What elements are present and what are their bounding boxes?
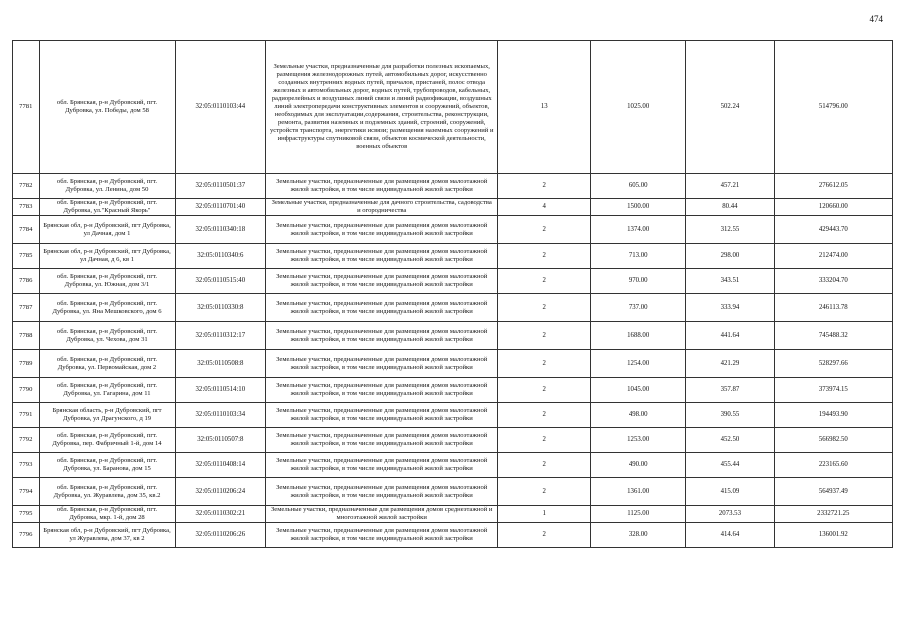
area-cell: 1125.00 — [591, 506, 686, 523]
cadastral-number-cell: 32:05:0110701:40 — [175, 199, 266, 216]
row-id-cell: 7782 — [13, 174, 40, 199]
group-cell: 2 — [498, 478, 591, 506]
rate-cell: 502.24 — [686, 41, 774, 174]
address-cell: обл. Брянская, р-н Дубровский, пгт. Дубровка, пер. Фабричный 1-й, дом 14 — [39, 428, 175, 453]
row-id-cell: 7795 — [13, 506, 40, 523]
table-row — [13, 322, 893, 350]
address-cell: обл. Брянская, р-н Дубровский, пгт. Дубровка, ул. Чехова, дом 31 — [39, 322, 175, 350]
group-cell: 2 — [498, 523, 591, 548]
cadastral-number-cell: 32:05:0110330:8 — [175, 294, 266, 322]
row-id-cell: 7789 — [13, 350, 40, 378]
table-row — [13, 269, 893, 294]
group-cell: 2 — [498, 322, 591, 350]
cadastral-number-cell: 32:05:0110514:10 — [175, 378, 266, 403]
cadastral-value-cell: 2332721.25 — [774, 506, 892, 523]
cadastral-number-cell: 32:05:0110206:24 — [175, 478, 266, 506]
group-cell: 4 — [498, 199, 591, 216]
table-row — [13, 523, 893, 548]
land-purpose-cell: Земельные участки, предназначенные для размещения домов малоэтажной жилой застройки, в том числе индивидуальной жилой застройки — [266, 269, 498, 294]
address-cell: обл. Брянская, р-н Дубровский, пгт. Дубровка, ул. Победы, дом 58 — [39, 41, 175, 174]
area-cell: 970.00 — [591, 269, 686, 294]
cadastral-value-cell: 429443.70 — [774, 216, 892, 244]
row-id-cell: 7792 — [13, 428, 40, 453]
row-id-cell: 7787 — [13, 294, 40, 322]
group-cell: 2 — [498, 350, 591, 378]
area-cell: 328.00 — [591, 523, 686, 548]
row-id-cell: 7791 — [13, 403, 40, 428]
cadastral-number-cell: 32:05:0110515:40 — [175, 269, 266, 294]
group-cell: 2 — [498, 269, 591, 294]
table-row — [13, 506, 893, 523]
land-purpose-cell: Земельные участки, предназначенные для размещения домов малоэтажной жилой застройки, в том числе индивидуальной жилой застройки — [266, 523, 498, 548]
rate-cell: 357.87 — [686, 378, 774, 403]
rate-cell: 390.55 — [686, 403, 774, 428]
cadastral-value-cell: 223165.60 — [774, 453, 892, 478]
cadastral-value-cell: 528297.66 — [774, 350, 892, 378]
address-cell: Брянская обл, р-н Дубровский, пгт Дубровка, ул Дачная, д 6, кв 1 — [39, 244, 175, 269]
address-cell: обл. Брянская, р-н Дубровский, пгт. Дубровка, ул. Первомайская, дом 2 — [39, 350, 175, 378]
cadastral-number-cell: 32:05:0110312:17 — [175, 322, 266, 350]
group-cell: 2 — [498, 216, 591, 244]
group-cell: 1 — [498, 506, 591, 523]
rate-cell: 414.64 — [686, 523, 774, 548]
group-cell: 2 — [498, 453, 591, 478]
land-purpose-cell: Земельные участки, предназначенные для дачного строительства, садоводства и огородничества — [266, 199, 498, 216]
table-row — [13, 453, 893, 478]
cadastral-number-cell: 32:05:0110302:21 — [175, 506, 266, 523]
row-id-cell: 7786 — [13, 269, 40, 294]
land-purpose-cell: Земельные участки, предназначенные для размещения домов малоэтажной жилой застройки, в том числе индивидуальной жилой застройки — [266, 428, 498, 453]
table-row — [13, 244, 893, 269]
cadastral-value-cell: 333204.70 — [774, 269, 892, 294]
row-id-cell: 7796 — [13, 523, 40, 548]
row-id-cell: 7788 — [13, 322, 40, 350]
cadastral-value-cell: 564937.49 — [774, 478, 892, 506]
group-cell: 2 — [498, 174, 591, 199]
cadastral-number-cell: 32:05:0110408:14 — [175, 453, 266, 478]
area-cell: 1361.00 — [591, 478, 686, 506]
land-purpose-cell: Земельные участки, предназначенные для размещения домов малоэтажной жилой застройки, в том числе индивидуальной жилой застройки — [266, 244, 498, 269]
address-cell: обл. Брянская, р-н Дубровский, пгт. Дубровка, ул. Яна Мешковского, дом 6 — [39, 294, 175, 322]
rate-cell: 298.00 — [686, 244, 774, 269]
land-purpose-cell: Земельные участки, предназначенные для размещения домов малоэтажной жилой застройки, в том числе индивидуальной жилой застройки — [266, 322, 498, 350]
cadastral-value-cell: 120660.00 — [774, 199, 892, 216]
land-purpose-cell: Земельные участки, предназначенные для разработки полезных ископаемых, размещения железнодорожных путей, автомобильных дорог, искусственно созданных внутренних водных путей, причалов, пристаней, полос отвода железных и автомобильных дорог, водных путей, трубопроводов, кабельных, радиорелейных и воздушных линий связи и линий радиофикации, воздушных линий электропередачи конструктивных элементов и сооружений, объектов, необходимых для эксплуатации,содержания, строительства, реконструкции, ремонта, развития наземных и подземных зданий, строений, сооружений, устройств транспорта, энергетики исвязи; размещения наземных сооружений и инфраструктуры спутниковой связи, объектов космической деятельности, военных объектов — [266, 41, 498, 174]
cadastral-number-cell: 32:05:0110501:37 — [175, 174, 266, 199]
area-cell: 737.00 — [591, 294, 686, 322]
cadastral-number-cell: 32:05:0110340:18 — [175, 216, 266, 244]
address-cell: Брянская обл, р-н Дубровский, пгт Дубровка, ул Дачная, дом 1 — [39, 216, 175, 244]
table-row — [13, 350, 893, 378]
cadastral-number-cell: 32:05:0110103:34 — [175, 403, 266, 428]
rate-cell: 421.29 — [686, 350, 774, 378]
table-row — [13, 199, 893, 216]
group-cell: 2 — [498, 294, 591, 322]
rate-cell: 455.44 — [686, 453, 774, 478]
area-cell: 713.00 — [591, 244, 686, 269]
rate-cell: 441.64 — [686, 322, 774, 350]
land-purpose-cell: Земельные участки, предназначенные для размещения домов малоэтажной жилой застройки, в том числе индивидуальной жилой застройки — [266, 294, 498, 322]
row-id-cell: 7790 — [13, 378, 40, 403]
cadastral-value-cell: 212474.00 — [774, 244, 892, 269]
address-cell: обл. Брянская, р-н Дубровский, пгт. Дубровка, ул. Журавлева, дом 35, кв.2 — [39, 478, 175, 506]
land-purpose-cell: Земельные участки, предназначенные для размещения домов малоэтажной жилой застройки, в том числе индивидуальной жилой застройки — [266, 378, 498, 403]
area-cell: 1253.00 — [591, 428, 686, 453]
cadastral-value-cell: 276612.05 — [774, 174, 892, 199]
area-cell: 1045.00 — [591, 378, 686, 403]
cadastral-value-cell: 514796.00 — [774, 41, 892, 174]
address-cell: Брянская область, р-н Дубровский, пгт Дубровка, ул Драгунского, д 19 — [39, 403, 175, 428]
area-cell: 1500.00 — [591, 199, 686, 216]
rate-cell: 457.21 — [686, 174, 774, 199]
address-cell: обл. Брянская, р-н Дубровский, пгт. Дубровка, ул. Южная, дом 3/1 — [39, 269, 175, 294]
cadastral-number-cell: 32:05:0110340:6 — [175, 244, 266, 269]
cadastral-number-cell: 32:05:0110103:44 — [175, 41, 266, 174]
table-row — [13, 174, 893, 199]
rate-cell: 312.55 — [686, 216, 774, 244]
rate-cell: 333.94 — [686, 294, 774, 322]
group-cell: 2 — [498, 403, 591, 428]
area-cell: 1254.00 — [591, 350, 686, 378]
row-id-cell: 7784 — [13, 216, 40, 244]
group-cell: 2 — [498, 428, 591, 453]
table-row — [13, 403, 893, 428]
area-cell: 490.00 — [591, 453, 686, 478]
table-body — [13, 41, 893, 548]
area-cell: 498.00 — [591, 403, 686, 428]
group-cell: 13 — [498, 41, 591, 174]
address-cell: Брянская обл, р-н Дубровский, пгт Дубровка, ул Журавлева, дом 37, кв 2 — [39, 523, 175, 548]
row-id-cell: 7785 — [13, 244, 40, 269]
area-cell: 1374.00 — [591, 216, 686, 244]
row-id-cell: 7783 — [13, 199, 40, 216]
land-purpose-cell: Земельные участки, предназначенные для размещения домов малоэтажной жилой застройки, в том числе индивидуальной жилой застройки — [266, 174, 498, 199]
land-purpose-cell: Земельные участки, предназначенные для размещения домов малоэтажной жилой застройки, в том числе индивидуальной жилой застройки — [266, 453, 498, 478]
cadastral-value-cell: 566982.50 — [774, 428, 892, 453]
rate-cell: 2073.53 — [686, 506, 774, 523]
cadastral-value-cell: 194493.90 — [774, 403, 892, 428]
rate-cell: 415.09 — [686, 478, 774, 506]
land-purpose-cell: Земельные участки, предназначенные для размещения домов малоэтажной жилой застройки, в том числе индивидуальной жилой застройки — [266, 350, 498, 378]
land-purpose-cell: Земельные участки, предназначенные для размещения домов среднеэтажной и многоэтажной жилой застройки — [266, 506, 498, 523]
area-cell: 1688.00 — [591, 322, 686, 350]
cadastral-value-cell: 373974.15 — [774, 378, 892, 403]
address-cell: обл. Брянская, р-н Дубровский, пгт. Дубровка, ул. Баранова, дом 15 — [39, 453, 175, 478]
cadastral-value-cell: 136001.92 — [774, 523, 892, 548]
table-row — [13, 428, 893, 453]
cadastral-number-cell: 32:05:0110507:8 — [175, 428, 266, 453]
land-purpose-cell: Земельные участки, предназначенные для размещения домов малоэтажной жилой застройки, в том числе индивидуальной жилой застройки — [266, 478, 498, 506]
table-row — [13, 294, 893, 322]
cadastral-number-cell: 32:05:0110508:8 — [175, 350, 266, 378]
row-id-cell: 7793 — [13, 453, 40, 478]
area-cell: 605.00 — [591, 174, 686, 199]
cadastral-number-cell: 32:05:0110206:26 — [175, 523, 266, 548]
address-cell: обл. Брянская, р-н Дубровский, пгт. Дубровка, мкр. 1-й, дом 28 — [39, 506, 175, 523]
cadastral-value-cell: 745488.32 — [774, 322, 892, 350]
table-row — [13, 41, 893, 174]
table-row — [13, 378, 893, 403]
row-id-cell: 7794 — [13, 478, 40, 506]
rate-cell: 343.51 — [686, 269, 774, 294]
cadastral-table — [12, 40, 893, 548]
rate-cell: 80.44 — [686, 199, 774, 216]
group-cell: 2 — [498, 378, 591, 403]
row-id-cell: 7781 — [13, 41, 40, 174]
group-cell: 2 — [498, 244, 591, 269]
address-cell: обл. Брянская, р-н Дубровский, пгт. Дубровка, ул. Гагарина, дом 11 — [39, 378, 175, 403]
rate-cell: 452.50 — [686, 428, 774, 453]
land-purpose-cell: Земельные участки, предназначенные для размещения домов малоэтажной жилой застройки, в том числе индивидуальной жилой застройки — [266, 216, 498, 244]
table-row — [13, 478, 893, 506]
area-cell: 1025.00 — [591, 41, 686, 174]
cadastral-value-cell: 246113.78 — [774, 294, 892, 322]
address-cell: обл. Брянская, р-н Дубровский, пгт. Дубровка, ул. Ленина, дом 50 — [39, 174, 175, 199]
table-row — [13, 216, 893, 244]
page-number: 474 — [869, 14, 883, 24]
address-cell: обл. Брянская, р-н Дубровский, пгт. Дубровка, ул."Красный Якорь" — [39, 199, 175, 216]
land-purpose-cell: Земельные участки, предназначенные для размещения домов малоэтажной жилой застройки, в том числе индивидуальной жилой застройки — [266, 403, 498, 428]
